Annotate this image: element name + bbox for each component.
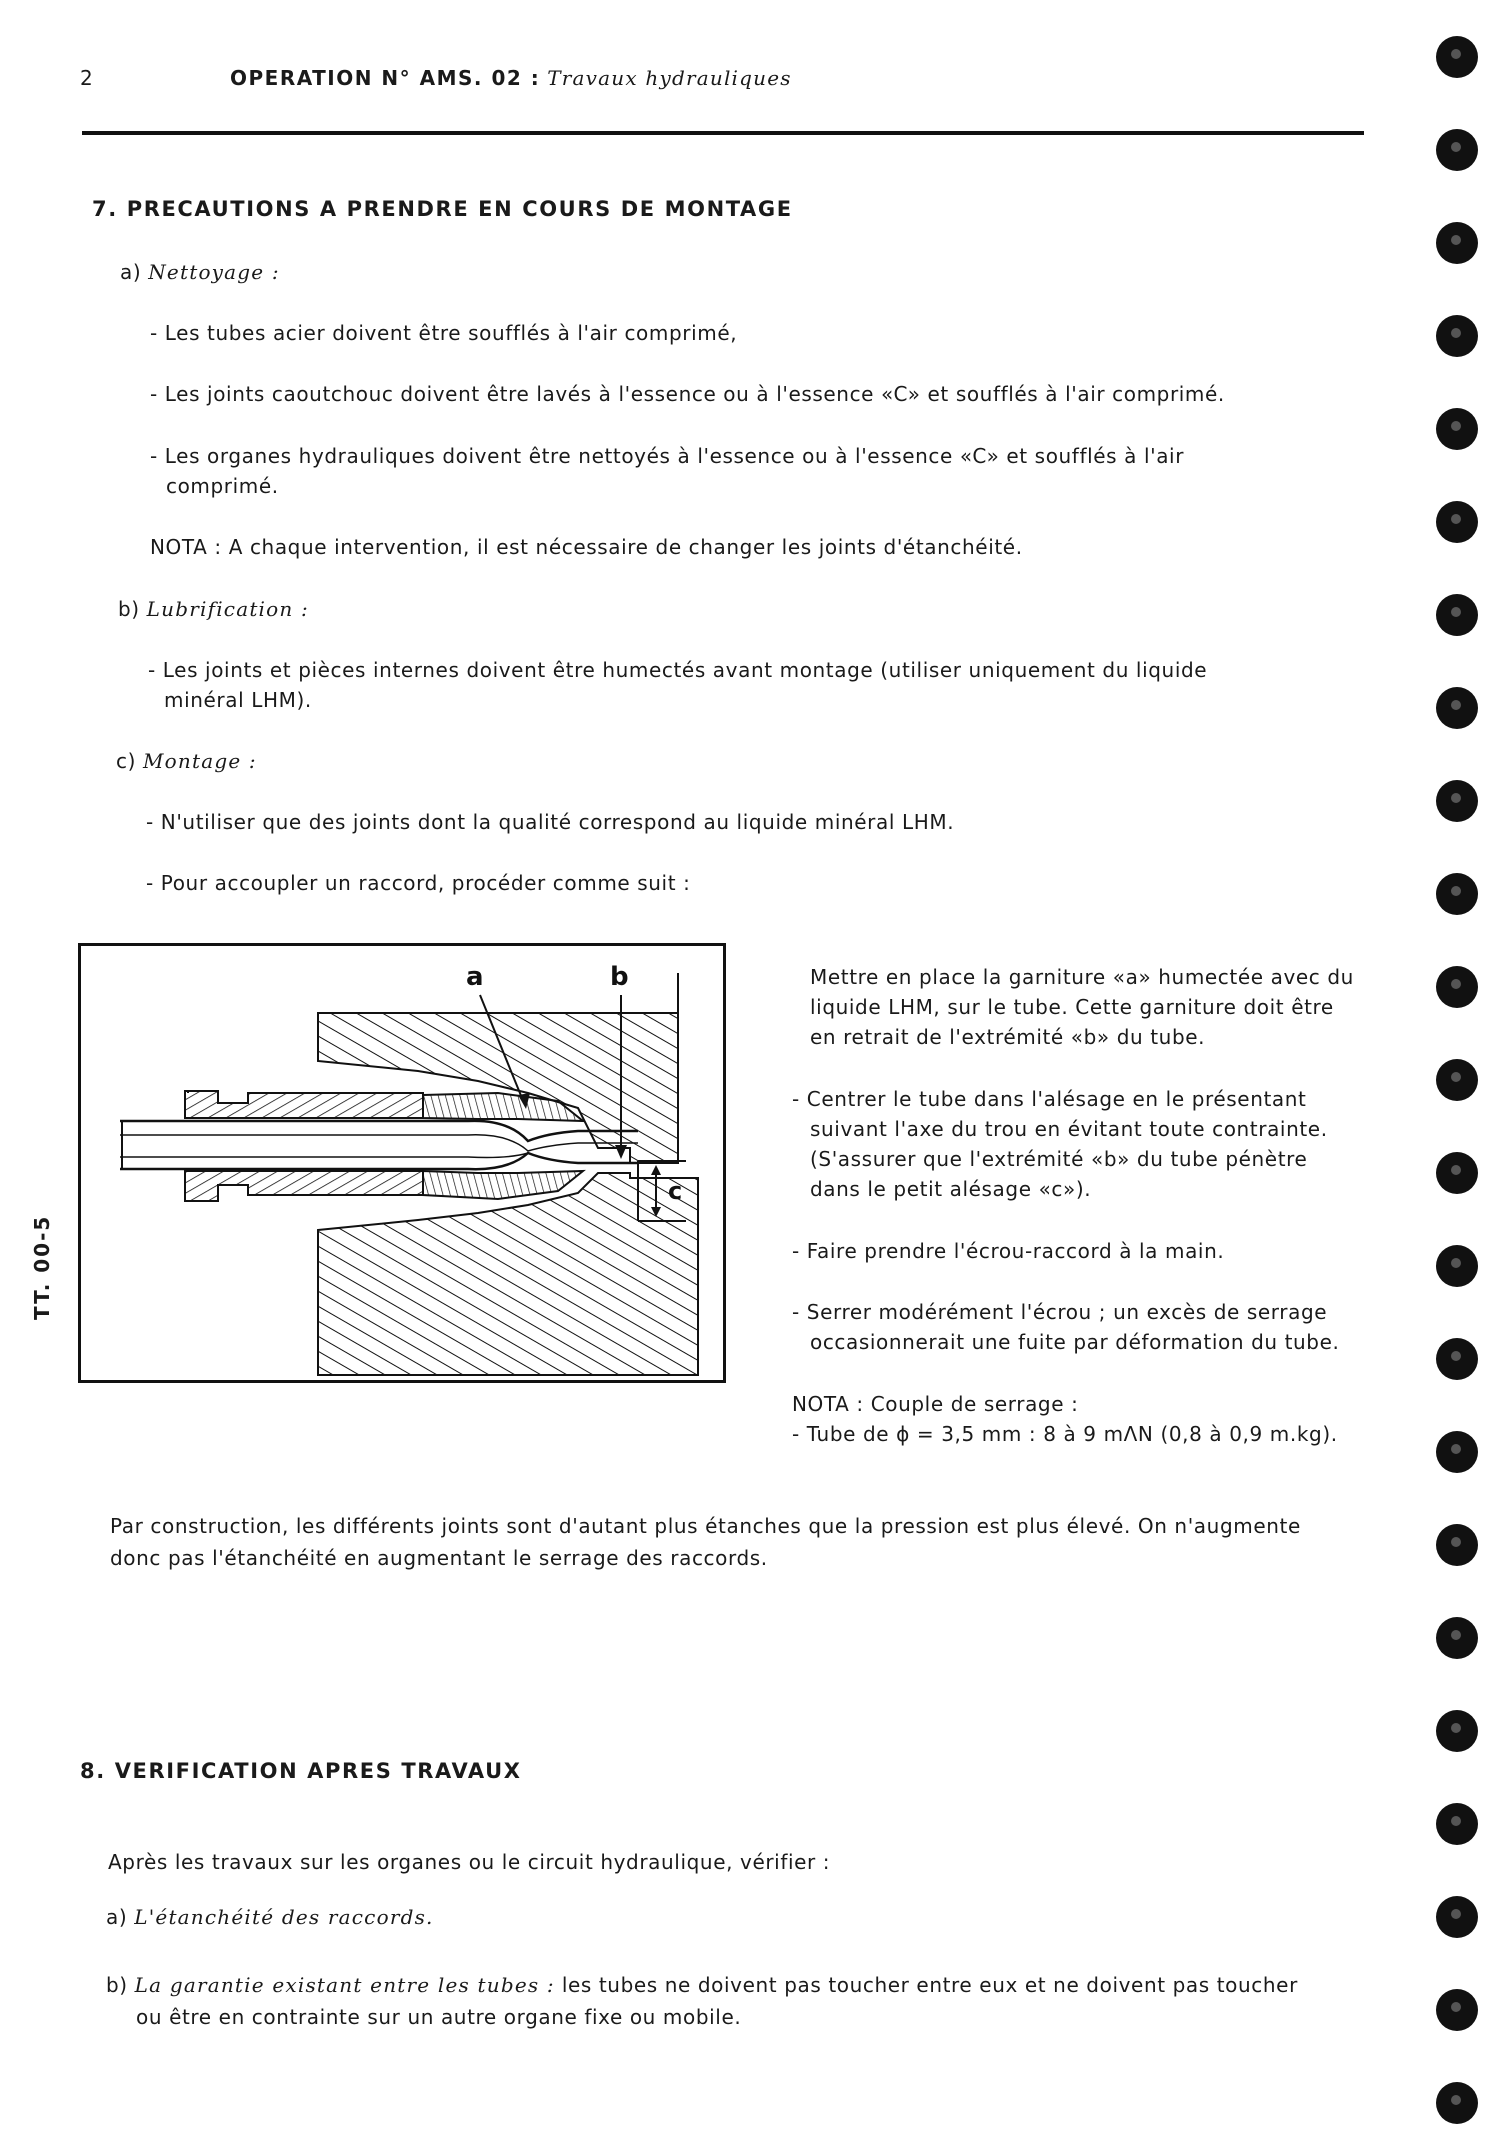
step-line: en retrait de l'extrémité «b» du tube.: [810, 1025, 1206, 1049]
step-line: Mettre en place la garniture «a» humectée avec du: [810, 965, 1354, 989]
binder-hole: [1436, 315, 1478, 357]
operation-subject: Travaux hydrauliques: [547, 66, 792, 90]
step-line: suivant l'axe du trou en évitant toute contrainte.: [810, 1117, 1328, 1141]
figure-label-c: c: [668, 1177, 683, 1205]
page-number: 2: [80, 66, 94, 90]
step-line: - Centrer le tube dans l'alésage en le présentant: [792, 1087, 1307, 1111]
paragraph-line: Par construction, les différents joints sont d'autant plus étanches que la pression est plus élevé. On n'augmente: [110, 1514, 1301, 1538]
list-item: - N'utiliser que des joints dont la qualité correspond au liquide minéral LHM.: [146, 810, 955, 834]
binder-hole: [1436, 687, 1478, 729]
step-line: (S'assurer que l'extrémité «b» du tube pénètre: [810, 1147, 1308, 1171]
nota-a: NOTA : A chaque intervention, il est nécessaire de changer les joints d'étanchéité.: [150, 535, 1023, 559]
list-item-continuation: minéral LHM).: [164, 688, 312, 712]
item-b-label: b): [106, 1973, 128, 1997]
torque-value: - Tube de ϕ = 3,5 mm : 8 à 9 mΛN (0,8 à 0,9 m.kg).: [792, 1422, 1338, 1446]
page-header: [230, 63, 792, 93]
item-a-label: a): [106, 1905, 128, 1929]
step-line: occasionnerait une fuite par déformation du tube.: [810, 1330, 1340, 1354]
section-8-item-b-continuation: ou être en contrainte sur un autre organe fixe ou mobile.: [136, 2005, 742, 2029]
binder-hole: [1436, 1896, 1478, 1938]
figure-label-b: b: [610, 962, 629, 992]
step-line: - Faire prendre l'écrou-raccord à la main.: [792, 1239, 1225, 1263]
binder-hole: [1436, 1059, 1478, 1101]
list-item: - Les joints caoutchouc doivent être lavés à l'essence ou à l'essence «C» et soufflés à l'air comprimé.: [150, 382, 1225, 406]
list-item: - Pour accoupler un raccord, procéder comme suit :: [146, 871, 691, 895]
section-8-intro: Après les travaux sur les organes ou le circuit hydraulique, vérifier :: [108, 1850, 831, 1874]
binder-hole: [1436, 873, 1478, 915]
figure-side-label: TT. 00-5: [30, 1214, 54, 1320]
subsection-c-heading: [116, 746, 257, 776]
binder-hole: [1436, 594, 1478, 636]
binder-hole: [1436, 2082, 1478, 2124]
binder-hole: [1436, 1524, 1478, 1566]
figure-label-a: a: [466, 962, 484, 992]
binder-hole: [1436, 1245, 1478, 1287]
item-b-text: les tubes ne doivent pas toucher entre eux et ne doivent pas toucher: [561, 1973, 1298, 1997]
subsection-b-heading: [118, 594, 309, 624]
fitting-cross-section-figure: [78, 943, 726, 1383]
subsection-a-title: Nettoyage :: [148, 260, 280, 284]
step-line: dans le petit alésage «c»).: [810, 1177, 1092, 1201]
list-item: - Les organes hydrauliques doivent être nettoyés à l'essence ou à l'essence «C» et soufflés à l'air: [150, 444, 1185, 468]
binder-hole: [1436, 36, 1478, 78]
binder-hole: [1436, 1803, 1478, 1845]
list-item: - Les tubes acier doivent être soufflés à l'air comprimé,: [150, 321, 738, 345]
binder-hole: [1436, 222, 1478, 264]
binder-holes: [1436, 36, 1480, 2126]
binder-hole: [1436, 1338, 1478, 1380]
subsection-b-title: Lubrification :: [146, 597, 309, 621]
subsection-c-title: Montage :: [142, 749, 257, 773]
subsection-a-label: a): [120, 260, 142, 284]
item-a-text: L'étanchéité des raccords.: [134, 1905, 434, 1929]
step-line: liquide LHM, sur le tube. Cette garniture doit être: [810, 995, 1334, 1019]
subsection-b-label: b): [118, 597, 140, 621]
binder-hole: [1436, 1152, 1478, 1194]
list-item-continuation: comprimé.: [166, 474, 279, 498]
binder-hole: [1436, 408, 1478, 450]
binder-hole: [1436, 1710, 1478, 1752]
binder-hole: [1436, 129, 1478, 171]
torque-nota: NOTA : Couple de serrage :: [792, 1392, 1079, 1416]
binder-hole: [1436, 501, 1478, 543]
paragraph-line: donc pas l'étanchéité en augmentant le serrage des raccords.: [110, 1546, 768, 1570]
section-8-title: 8. VERIFICATION APRES TRAVAUX: [80, 1759, 522, 1783]
subsection-c-label: c): [116, 749, 136, 773]
header-rule: [82, 131, 1364, 135]
step-line: - Serrer modérément l'écrou ; un excès de serrage: [792, 1300, 1328, 1324]
list-item: - Les joints et pièces internes doivent être humectés avant montage (utiliser uniquement du liquide: [148, 658, 1208, 682]
binder-hole: [1436, 1431, 1478, 1473]
operation-code: OPERATION N° AMS. 02 :: [230, 66, 541, 90]
item-b-title: La garantie existant entre les tubes :: [134, 1973, 555, 1997]
binder-hole: [1436, 1989, 1478, 2031]
binder-hole: [1436, 780, 1478, 822]
binder-hole: [1436, 1617, 1478, 1659]
subsection-a-heading: [120, 257, 280, 287]
binder-hole: [1436, 966, 1478, 1008]
section-8-item-b: [106, 1970, 1298, 2000]
section-8-item-a: [106, 1902, 434, 1932]
section-7-title: 7. PRECAUTIONS A PRENDRE EN COURS DE MONTAGE: [92, 197, 793, 221]
